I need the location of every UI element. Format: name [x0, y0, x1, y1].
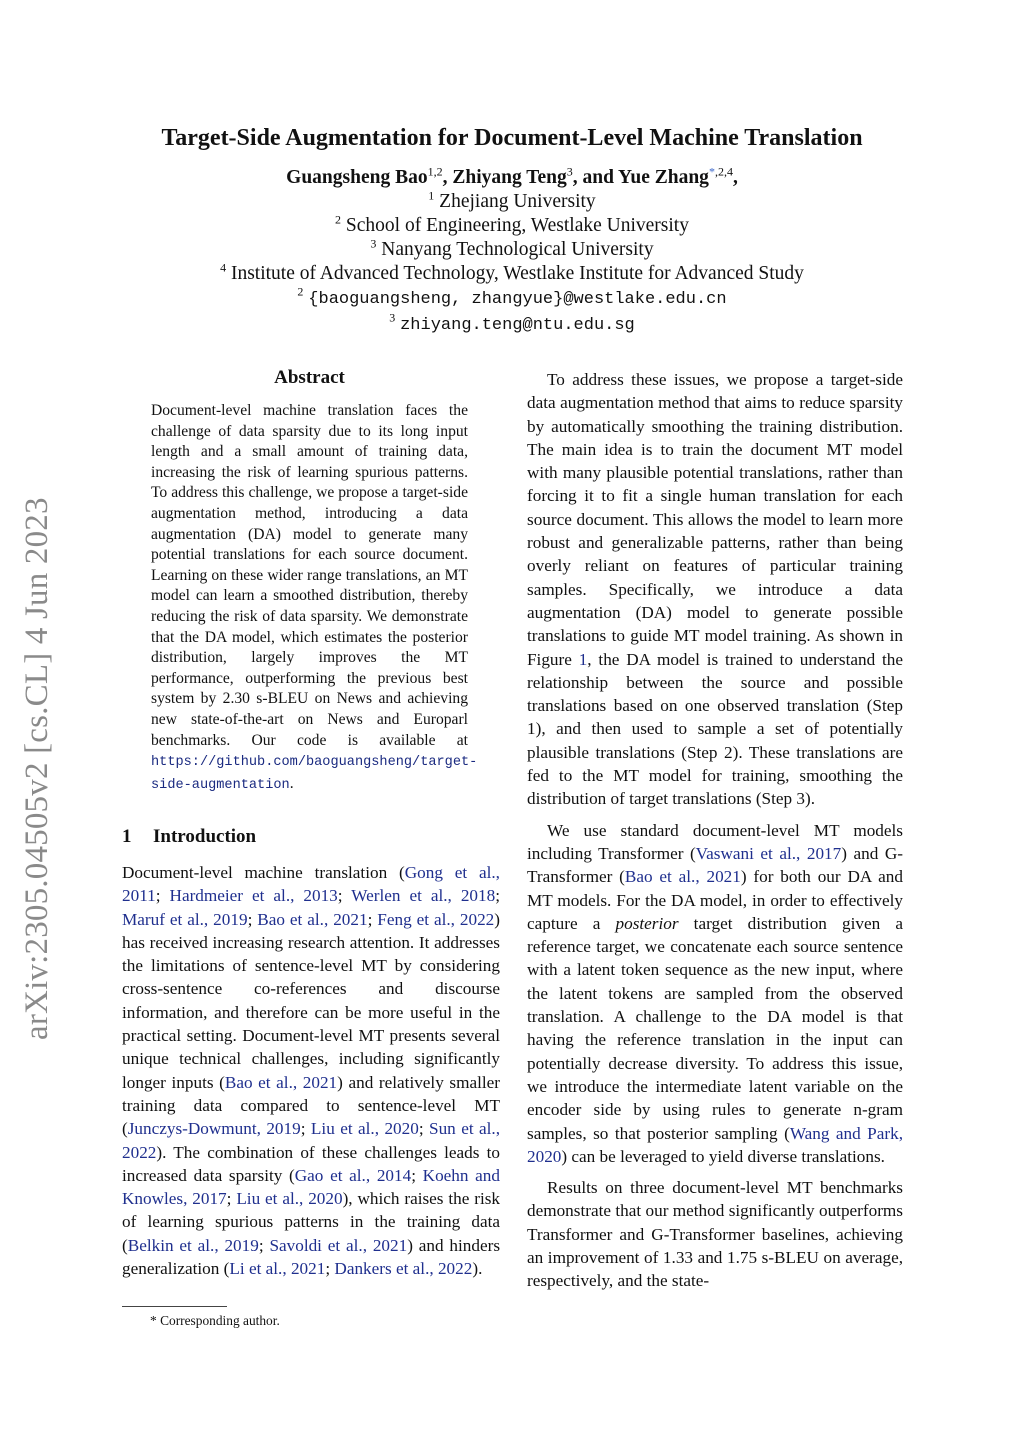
email-line	[0, 312, 1024, 338]
citation-link[interactable]: Belkin et al., 2019	[127, 1235, 259, 1255]
citation-link[interactable]: Maruf et al., 2019	[122, 909, 248, 929]
author-names	[0, 166, 1024, 190]
arxiv-identifier: arXiv:2305.04505v2 [cs.CL] 4 Jun 2023	[19, 497, 55, 1040]
affiliation-text: School of Engineering, Westlake University	[345, 215, 689, 236]
footnote-rule	[122, 1306, 227, 1307]
email-address[interactable]: {baoguangsheng, zhangyue}@westlake.edu.cn	[308, 290, 727, 309]
author-affil-sup: ,2,4	[714, 164, 733, 179]
affiliation-text: Nanyang Technological University	[381, 239, 654, 260]
right-column-body	[527, 368, 903, 1293]
author-name: Guangsheng Bao	[286, 167, 428, 188]
citation-link[interactable]: Li et al., 2021	[229, 1259, 326, 1279]
affiliation-text: Zhejiang University	[439, 191, 596, 212]
citation-link[interactable]: Bao et al., 2021	[624, 867, 741, 887]
affiliation	[0, 262, 1024, 286]
citation-link[interactable]: Vaswani et al., 2017	[695, 843, 842, 863]
affiliation-sup: 4	[220, 260, 227, 275]
citation-link[interactable]: Hardmeier et al., 2013	[169, 886, 338, 906]
body-paragraph: To address these issues, we propose a target-side data augmentation method that aims to reduce sparsity by automatically smoothing the training distribution. The main idea is to train the document MT model with many plausible potential translations, rather than forcing it to fit a single human translation for each source document. This allows the model to learn more robust and generalizable patterns, rather than being overly reliant on features of particular training samples. Specifically, we introduce a data augmentation (DA) model to generate possible translations to guide MT model training. As shown in Figure 1, the DA model is trained to understand the relationship between the source and possible translations based on one observed translation (Step 1), and then used to sample a set of potentially plausible translations (Step 2). These translations are fed to the MT model for training, smoothing the distribution of target translations (Step 3).	[527, 370, 904, 809]
footnote-text: Corresponding author.	[160, 1313, 280, 1328]
citation-link[interactable]: Junczys-Dowmunt, 2019	[127, 1119, 301, 1139]
citation-link[interactable]: Bao et al., 2021	[257, 909, 368, 929]
paper-title: Target-Side Augmentation for Document-Level Machine Translation	[161, 125, 863, 151]
footnote-mark: *	[150, 1313, 157, 1328]
affiliation-sup: 3	[370, 236, 377, 251]
body-paragraph: We use standard document-level MT models including Transformer (Vaswani et al., 2017) and G-Transformer (Bao et al., 2021) for both our DA and MT models. For the DA model, in order to effectively capture a posterior target distribution given a reference target, we concatenate each source sentence with a latent token sequence as the new input, where the latent tokens are sampled from the observed translation. A challenge to the DA model is that having the reference translation in the input can potentially decrease diversity. To address this issue, we introduce the intermediate latent variable on the encoder side by using rules to generate n-gram samples, so that posterior sampling (Wang and Park, 2020) can be leveraged to yield diverse translations.	[527, 820, 903, 1166]
email-sup: 3	[389, 310, 396, 325]
author-name: , Zhiyang Teng	[442, 167, 567, 188]
affiliation-text: Institute of Advanced Technology, Westlake Institute for Advanced Study	[230, 263, 804, 284]
citation-link[interactable]: Wang and Park, 2020	[527, 1123, 903, 1166]
section-heading-introduction	[122, 825, 256, 849]
footnote	[150, 1312, 280, 1330]
section-number: 1	[122, 826, 132, 847]
affiliation-sup: 2	[335, 212, 342, 227]
citation-link[interactable]: Sun et al., 2022	[122, 1119, 501, 1162]
email-line	[0, 286, 1024, 312]
author-affil-sup: 1,2	[427, 164, 443, 179]
email-sup: 2	[297, 284, 304, 299]
abstract-body	[151, 401, 478, 796]
author-separator: ,	[732, 167, 738, 188]
affiliation	[0, 238, 1024, 262]
citation-link[interactable]: Gao et al., 2014	[294, 1165, 412, 1185]
citation-link[interactable]: Dankers et al., 2022	[334, 1259, 473, 1279]
code-repository-link[interactable]: https://github.com/baoguangsheng/target-side-augmentation	[151, 755, 478, 793]
abstract-text: Document-level machine translation faces the challenge of data sparsity due to its long input length and a small amount of training data, increasing the risk of learning spurious patterns. To address this challenge, we propose a target-side augmentation method, introducing a data augmentation (DA) model to generate many potential translations for each source document. Learning on these wider range translations, an MT model can learn a smoothed distribution, thereby reducing the risk of data sparsity. We demonstrate that the DA model, which estimates the posterior distribution, largely improves the MT performance, outperforming the previous best system by 2.30 s-BLEU on News and achieving new state-of-the-art on News and Europarl benchmarks. Our code is available at	[151, 402, 468, 749]
citation-link[interactable]: Werlen et al., 2018	[351, 886, 496, 906]
citation-link[interactable]: Liu et al., 2020	[310, 1119, 419, 1139]
affiliation	[0, 190, 1024, 214]
abstract-heading: Abstract	[274, 367, 345, 388]
left-column-body	[122, 861, 500, 1280]
intro-paragraph: Document-level machine translation (Gong et al., 2011; Hardmeier et al., 2013; Werlen et al., 2018; Maruf et al., 2019; Bao et al., 2021; Feng et al., 2022) has received increasing research attention. It addresses the limitations of sentence-level MT by considering cross-sentence co-references and discourse information, and therefore can be more useful in the practical setting. Document-level MT presents several unique technical challenges, including significantly longer inputs (Bao et al., 2021) and relatively smaller training data compared to sentence-level MT (Junczys-Dowmunt, 2019; Liu et al., 2020; Sun et al., 2022). The combination of these challenges leads to increased data sparsity (Gao et al., 2014; Koehn and Knowles, 2017; Liu et al., 2020), which raises the risk of learning spurious patterns in the training data (Belkin et al., 2019; Savoldi et al., 2021) and hinders generalization (Li et al., 2021; Dankers et al., 2022).	[122, 863, 501, 1279]
citation-link[interactable]: Feng et al., 2022	[377, 909, 495, 929]
author-name: , and Yue Zhang	[572, 167, 709, 188]
emphasis-text: posterior	[615, 913, 679, 933]
author-affil-sup: 3	[566, 164, 573, 179]
email-address[interactable]: zhiyang.teng@ntu.edu.sg	[400, 316, 635, 335]
citation-link[interactable]: Gong et al., 2011	[122, 863, 500, 906]
citation-link[interactable]: 1	[578, 649, 588, 669]
body-paragraph: Results on three document-level MT benchmarks demonstrate that our method significantly outperforms Transformer and G-Transformer baselines, achieving an improvement of 1.33 and 1.75 s-BLEU on average, respectively, and the state-	[527, 1178, 903, 1291]
section-title: Introduction	[153, 826, 257, 847]
affiliation	[0, 214, 1024, 238]
author-block	[0, 166, 1024, 338]
abstract-end: .	[289, 774, 294, 792]
citation-link[interactable]: Savoldi et al., 2021	[269, 1235, 408, 1255]
citation-link[interactable]: Bao et al., 2021	[224, 1072, 338, 1092]
citation-link[interactable]: Liu et al., 2020	[236, 1189, 343, 1209]
citation-link[interactable]: Koehn and Knowles, 2017	[122, 1165, 500, 1209]
affiliation-sup: 1	[428, 188, 435, 203]
corresponding-author-mark[interactable]: *	[708, 164, 715, 179]
